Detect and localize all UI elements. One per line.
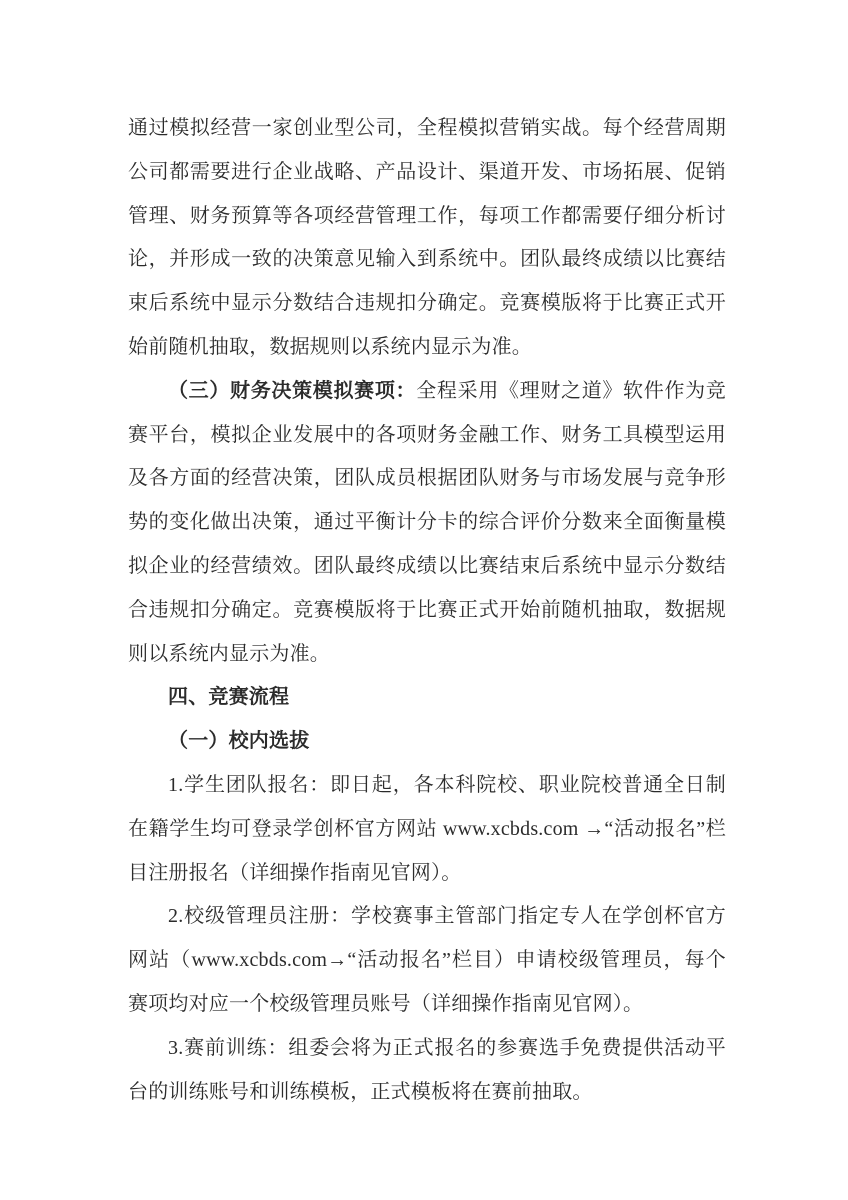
- numbered-item-school-admin-registration: 2.校级管理员注册：学校赛事主管部门指定专人在学创杯官方网站（www.xcbds.com→“活动报名”栏目）申请校级管理员，每个赛项均对应一个校级管理员账号（详细操作指南见官网）。: [128, 905, 726, 1015]
- paragraph-bold-lead: （三）财务决策模拟赛项：: [168, 379, 417, 402]
- document-body: [128, 107, 726, 1114]
- paragraph-body-text: 全程采用《理财之道》软件作为竞赛平台，模拟企业发展中的各项财务金融工作、财务工具模型运用及各方面的经营决策，团队成员根据团队财务与市场发展与竞争形势的变化做出决策，通过平衡计分卡的综合评价分数来全面衡量模拟企业的经营绩效。团队最终成绩以比赛结束后系统中显示分数结合违规扣分确定。竞赛模版将于比赛正式开始前随机抽取，数据规则以系统内显示为准。: [128, 379, 726, 665]
- paragraph-marketing-sim-continuation: 通过模拟经营一家创业型公司，全程模拟营销实战。每个经营周期公司都需要进行企业战略、产品设计、渠道开发、市场拓展、促销管理、财务预算等各项经营管理工作，每项工作都需要仔细分析讨论，并形成一致的决策意见输入到系统中。团队最终成绩以比赛结束后系统中显示分数结合违规扣分确定。竞赛模版将于比赛正式开始前随机抽取，数据规则以系统内显示为准。: [128, 117, 726, 358]
- section-heading-competition-process: 四、竞赛流程: [168, 686, 290, 709]
- sub-heading-campus-selection: （一）校内选拔: [168, 730, 310, 753]
- paragraph-finance-decision-event: [128, 370, 726, 677]
- numbered-item-pre-competition-training: 3.赛前训练：组委会将为正式报名的参赛选手免费提供活动平台的训练账号和训练模板，正式模板将在赛前抽取。: [128, 1036, 726, 1103]
- numbered-item-student-team-registration: 1.学生团队报名：即日起，各本科院校、职业院校普通全日制在籍学生均可登录学创杯官方网站 www.xcbds.com →“活动报名”栏目注册报名（详细操作指南见官网）。: [128, 773, 726, 884]
